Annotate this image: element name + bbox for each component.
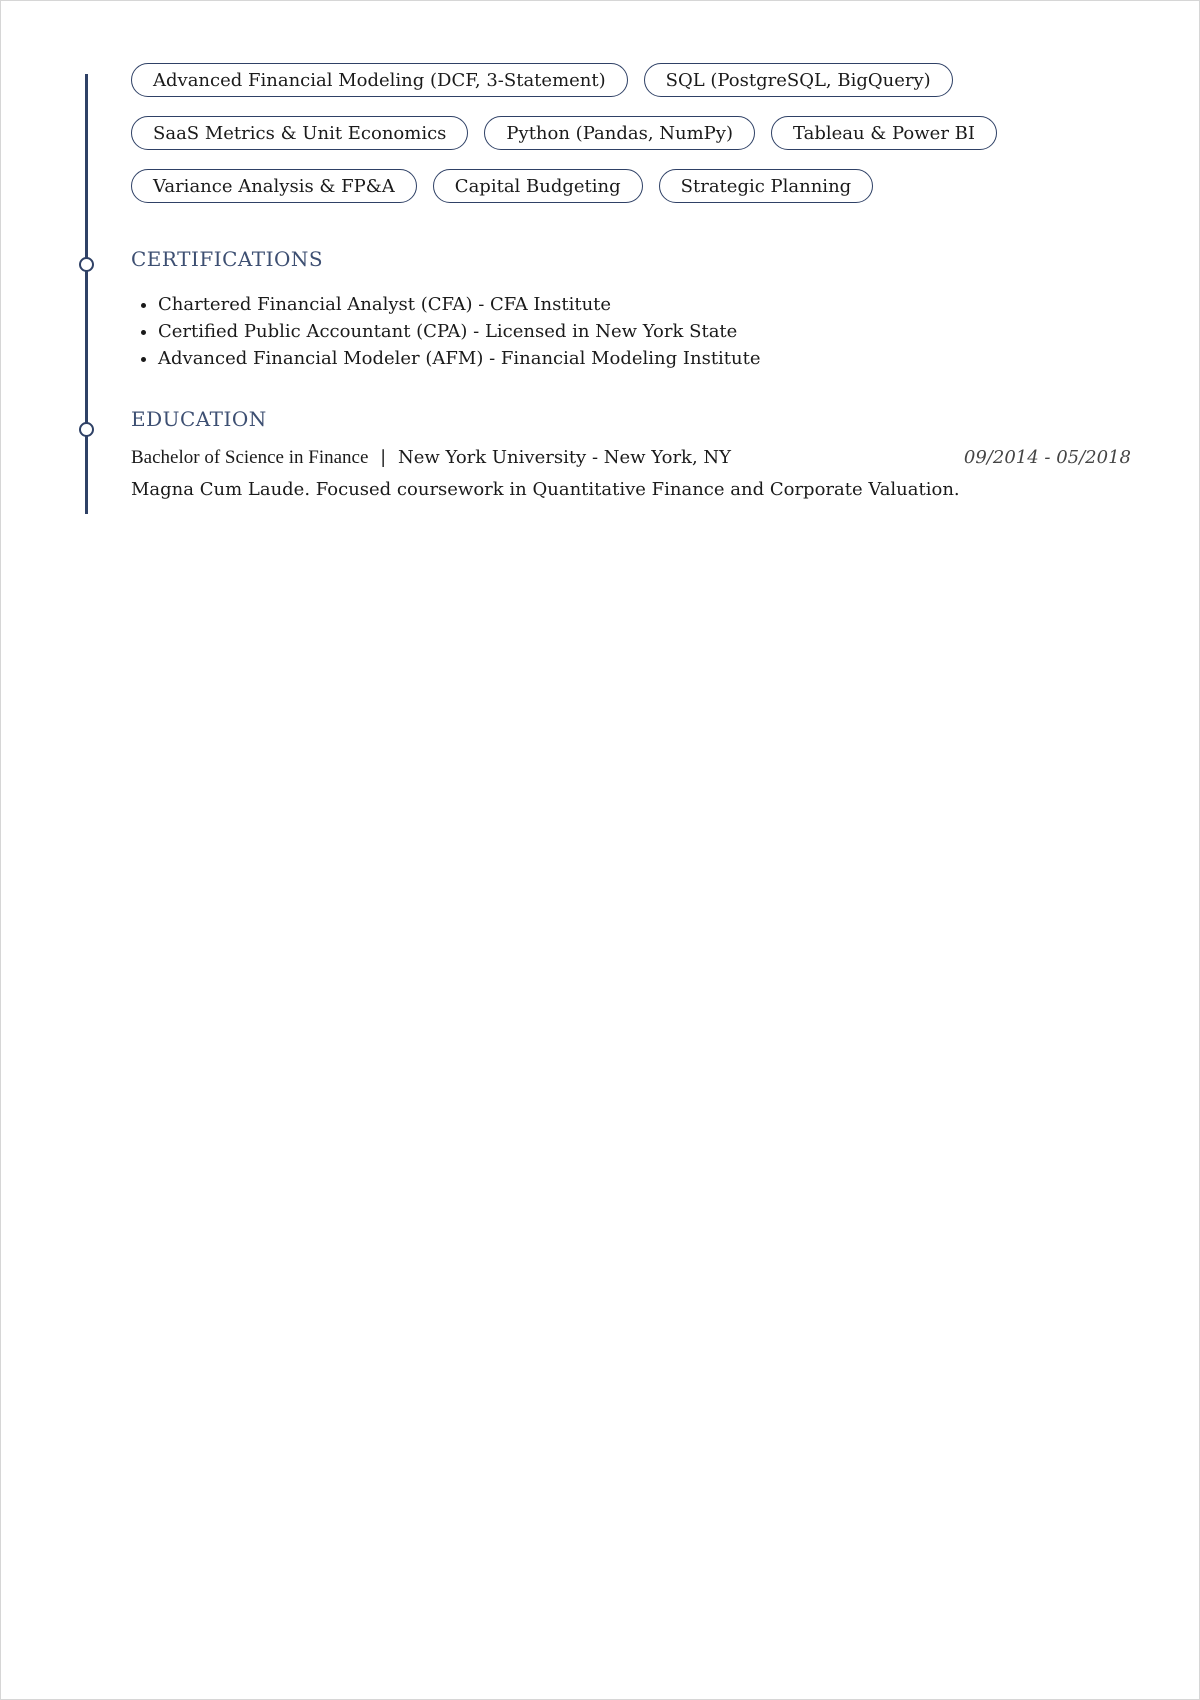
skill-tag: SaaS Metrics & Unit Economics (131, 116, 468, 150)
certifications-heading: CERTIFICATIONS (131, 247, 324, 271)
skill-tag: Advanced Financial Modeling (DCF, 3-Statement) (131, 63, 628, 97)
skills-section (131, 63, 1131, 203)
education-separator: | (380, 447, 387, 468)
skill-tag: Tableau & Power BI (771, 116, 997, 150)
education-heading: EDUCATION (131, 407, 267, 431)
resume-content (131, 63, 1131, 500)
skill-tag: SQL (PostgreSQL, BigQuery) (644, 63, 953, 97)
education-note: Magna Cum Laude. Focused coursework in Quantitative Finance and Corporate Valuation. (131, 479, 960, 500)
skills-row (131, 116, 1131, 150)
education-dates: 09/2014 - 05/2018 (963, 447, 1131, 468)
education-entry (131, 447, 1131, 469)
timeline-dot-certifications (79, 257, 94, 272)
skill-tag: Strategic Planning (659, 169, 874, 203)
certification-item: • Chartered Financial Analyst (CFA) - CFA Institute (158, 291, 1131, 318)
certification-item: • Certified Public Accountant (CPA) - Licensed in New York State (158, 318, 1131, 345)
timeline-dot-education (79, 422, 94, 437)
certifications-list (131, 291, 1131, 372)
education-degree: Bachelor of Science in Finance (131, 447, 369, 468)
certification-item: • Advanced Financial Modeler (AFM) - Financial Modeling Institute (158, 345, 1131, 372)
timeline-line (85, 74, 88, 514)
skill-tag: Variance Analysis & FP&A (131, 169, 417, 203)
education-degree-line (131, 447, 731, 469)
skills-row (131, 169, 1131, 203)
education-school: New York University - New York, NY (397, 447, 732, 468)
skills-row (131, 63, 1131, 97)
skill-tag: Python (Pandas, NumPy) (484, 116, 755, 150)
skill-tag: Capital Budgeting (433, 169, 643, 203)
